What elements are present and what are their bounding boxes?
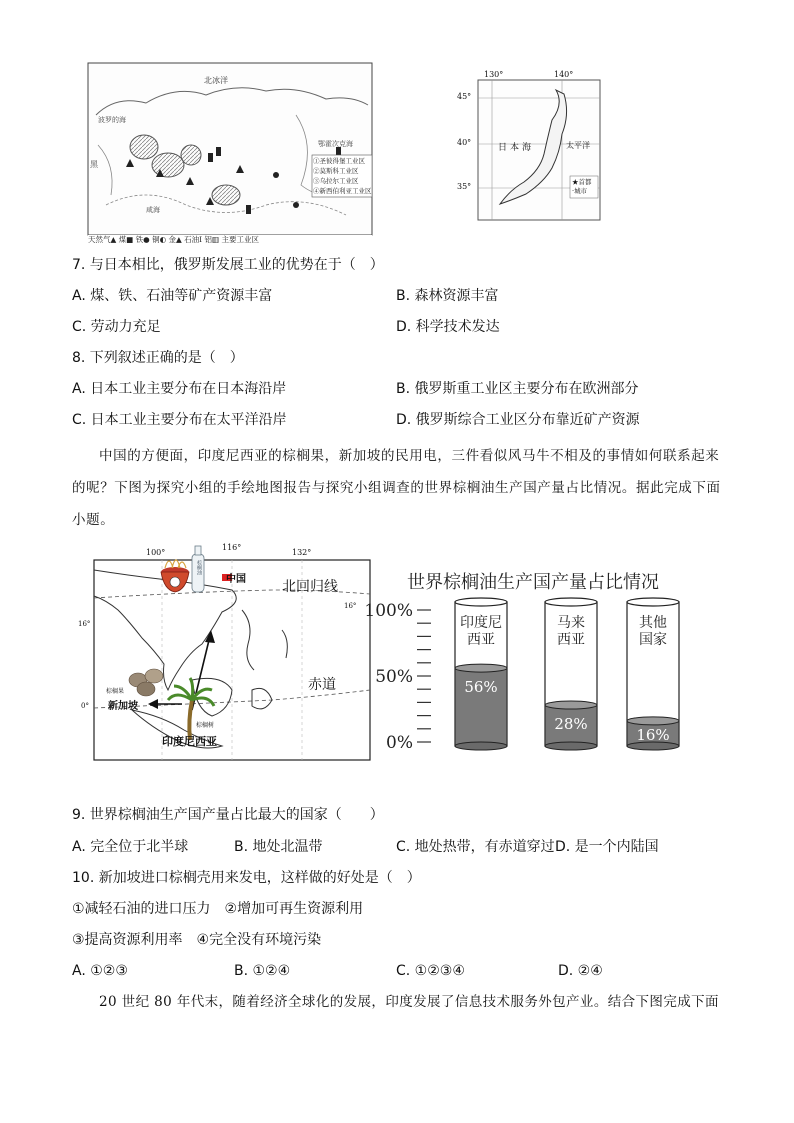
sea-label: 波罗的海	[98, 116, 126, 124]
indonesia-label: 印度尼西亚	[162, 735, 217, 748]
legend-city: 城市	[574, 187, 588, 195]
value-label: 28%	[554, 715, 588, 734]
tropic-of-cancer-label: 北回归线	[282, 579, 338, 595]
q7-option-a[interactable]: A. 煤、铁、石油等矿产资源丰富	[72, 288, 273, 304]
q8-stem: 8. 下列叙述正确的是（ ）	[72, 350, 244, 366]
q8-option-d[interactable]: D. 俄罗斯综合工业区分布靠近矿产资源	[396, 412, 640, 428]
value-label: 16%	[636, 726, 670, 744]
q8-option-c[interactable]: C. 日本工业主要分布在太平洋沿岸	[72, 412, 287, 428]
passage-india-it: 20 世纪 80 年代末，随着经济全球化的发展，印度发展了信息技术服务外包产业。结合下图完成下面	[99, 994, 719, 1010]
caspian-label: 咸海	[146, 206, 160, 214]
q7-stem: 7. 与日本相比，俄罗斯发展工业的优势在于（ ）	[72, 257, 384, 273]
legend-capital: 首都	[578, 178, 592, 186]
legend-copper: 铜	[152, 235, 160, 244]
ocean-label: 北冰洋	[204, 76, 228, 85]
japan-map	[452, 70, 602, 222]
category-label: 其他	[639, 615, 667, 631]
legend-gold: 金	[168, 235, 177, 244]
q8-option-b[interactable]: B. 俄罗斯重工业区主要分布在欧洲部分	[396, 381, 639, 397]
cylinder-top	[455, 598, 507, 606]
q9-stem: 9. 世界棕榈油生产国产量占比最大的国家（ ）	[72, 807, 384, 823]
legend-iron: 铁	[135, 235, 144, 244]
bar-fill-top-2	[545, 701, 597, 709]
resource-legend: 天然气▲ 煤■ 铁● 铜◐ 金▲ 石油Ⅰ 铝▥ 主要工业区	[88, 235, 260, 244]
lat-0-left: 0°	[81, 702, 89, 710]
legend-coal: 煤	[118, 235, 127, 244]
q9-option-b[interactable]: B. 地处北温带	[234, 839, 323, 855]
area-2: ②莫斯科工业区	[313, 167, 359, 175]
lat-16-left: 16°	[78, 620, 91, 628]
cylinder-top	[627, 598, 679, 606]
lat-40: 40°	[457, 138, 472, 147]
category-label: 印度尼	[460, 615, 502, 631]
lon-116: 116°	[222, 543, 242, 552]
japan-legend: ★首都 ·城市	[572, 178, 592, 195]
palm-oil-share-chart	[355, 560, 735, 765]
lat-35: 35°	[457, 182, 472, 191]
bar-fill-top-3	[627, 717, 679, 725]
q7-option-d[interactable]: D. 科学技术发达	[396, 319, 500, 335]
area-3: ③乌拉尔工业区	[313, 177, 359, 185]
legend-industry-area: 主要工业区	[221, 235, 260, 244]
cylinder-bottom	[455, 742, 507, 750]
okhotsk-label: 鄂霍次克海	[318, 140, 353, 148]
bottle-label: 棕榈油	[196, 560, 202, 575]
q9-option-d[interactable]: D. 是一个内陆国	[555, 839, 659, 855]
q10-stem: 10. 新加坡进口棕榈壳用来发电，这样做的好处是（ ）	[72, 870, 421, 886]
category-label: 马来	[557, 615, 585, 631]
lon-132: 132°	[292, 548, 312, 557]
west-label: 黑	[90, 160, 98, 169]
chart-title: 世界棕榈油生产国产量占比情况	[407, 572, 659, 593]
passage-palm-oil: 中国的方便面，印度尼西亚的棕榈果，新加坡的民用电，三件看似风马牛不相及的事情如何联系起来的呢？下图为探究小组的手绘地图报告与探究小组调查的世界棕榈油生产国产量占比情况。据此完成下面小题。	[72, 448, 721, 528]
pacific-label: 太平洋	[566, 141, 590, 150]
singapore-label: 新加坡	[108, 701, 138, 712]
q10-option-b[interactable]: B. ①②④	[234, 963, 291, 979]
cylinder-top	[545, 598, 597, 606]
q9-option-a[interactable]: A. 完全位于北半球	[72, 839, 189, 855]
y-tick-label: 50%	[375, 667, 413, 687]
sea-of-japan-label: 日本海	[498, 143, 535, 153]
cylinder-bottom	[545, 742, 597, 750]
legend-gas: 天然气	[88, 235, 111, 244]
industry-area-list	[313, 156, 372, 196]
russia-industry-map	[86, 55, 376, 245]
q10-option-a[interactable]: A. ①②③	[72, 963, 128, 979]
area-4: ④新西伯利亚工业区	[313, 187, 372, 195]
legend-oil: 石油	[184, 235, 200, 244]
y-tick-label: 100%	[364, 601, 413, 621]
q7-option-b[interactable]: B. 森林资源丰富	[396, 288, 499, 304]
legend-aluminum: 铝	[204, 235, 213, 244]
palm-tree-label: 棕榈树	[196, 722, 215, 729]
q10-statements-2: ③提高资源利用率 ④完全没有环境污染	[72, 932, 322, 948]
china-label: 中国	[226, 574, 246, 585]
q10-statements-1: ①减轻石油的进口压力 ②增加可再生资源利用	[72, 901, 364, 917]
palm-fruit-label: 棕榈果	[106, 688, 125, 695]
q7-option-c[interactable]: C. 劳动力充足	[72, 319, 161, 335]
category-label: 西亚	[557, 632, 585, 648]
q9-option-c[interactable]: C. 地处热带，有赤道穿过	[396, 839, 555, 855]
y-tick-label: 0%	[386, 733, 413, 753]
bar-fill-top-1	[455, 664, 507, 672]
southeast-asia-map	[72, 540, 372, 765]
area-1: ①圣彼得堡工业区	[313, 157, 365, 165]
value-label: 56%	[464, 678, 498, 697]
equator-label: 赤道	[308, 677, 336, 693]
lat-45: 45°	[457, 92, 472, 101]
chart-canvas	[355, 560, 735, 765]
category-label: 西亚	[467, 632, 495, 648]
lon-100: 100°	[146, 548, 166, 557]
lon-140: 140°	[554, 70, 574, 79]
q10-option-d[interactable]: D. ②④	[558, 963, 603, 979]
category-label: 国家	[639, 632, 667, 648]
q10-option-c[interactable]: C. ①②③④	[396, 963, 465, 979]
lat-16-right: 16°	[344, 602, 357, 610]
q8-option-a[interactable]: A. 日本工业主要分布在日本海沿岸	[72, 381, 287, 397]
lon-130: 130°	[484, 70, 504, 79]
